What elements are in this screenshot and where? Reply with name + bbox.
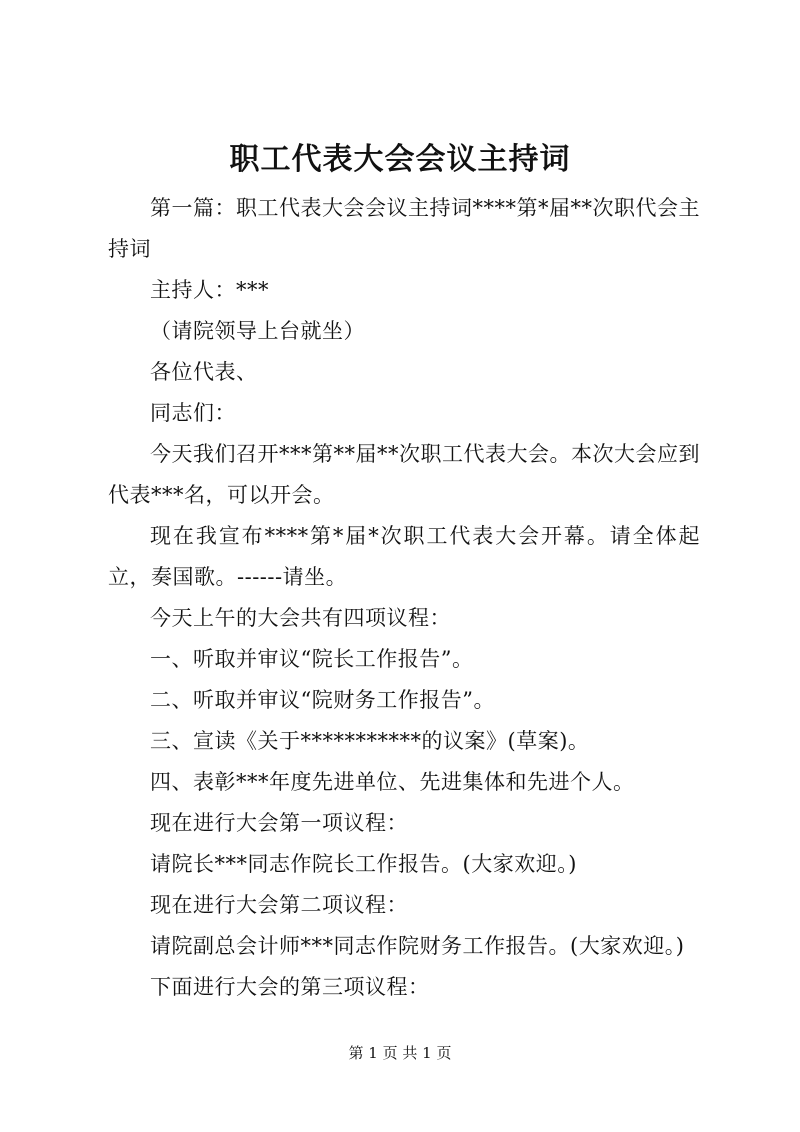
paragraph-11: 三、宣读《关于***********的议案》(草案)。: [150, 729, 590, 753]
paragraph-8: 今天上午的大会共有四项议程：: [150, 606, 451, 630]
document-body: [108, 188, 700, 1008]
document-title: 职工代表大会会议主持词: [229, 142, 571, 177]
paragraph-17: 下面进行大会的第三项议程：: [150, 975, 430, 999]
paragraph-5: 同志们：: [150, 401, 236, 425]
paragraph-1: 第一篇：职工代表大会会议主持词****第*届**次职代会主持词: [108, 196, 700, 261]
paragraph-10: 二、听取并审议“院财务工作报告”。: [150, 688, 495, 712]
paragraph-3: （请院领导上台就坐）: [150, 319, 365, 343]
paragraph-12: 四、表彰***年度先进单位、先进集体和先进个人。: [150, 770, 635, 794]
paragraph-14: 请院长***同志作院长工作报告。(大家欢迎。): [150, 852, 577, 876]
paragraph-7: 现在我宣布****第*届*次职工代表大会开幕。请全体起立，奏国歌。------请坐。: [108, 524, 700, 589]
page-footer: 第 1 页 共 1 页: [348, 1044, 452, 1062]
paragraph-6: 今天我们召开***第**届**次职工代表大会。本次大会应到代表***名，可以开会。: [108, 442, 700, 507]
paragraph-4: 各位代表、: [150, 360, 258, 384]
paragraph-2: 主持人：***: [150, 278, 269, 302]
paragraph-13: 现在进行大会第一项议程：: [150, 811, 408, 835]
paragraph-9: 一、听取并审议“院长工作报告”。: [150, 647, 474, 671]
paragraph-15: 现在进行大会第二项议程：: [150, 893, 408, 917]
paragraph-16: 请院副总会计师***同志作院财务工作报告。(大家欢迎。): [150, 934, 685, 958]
